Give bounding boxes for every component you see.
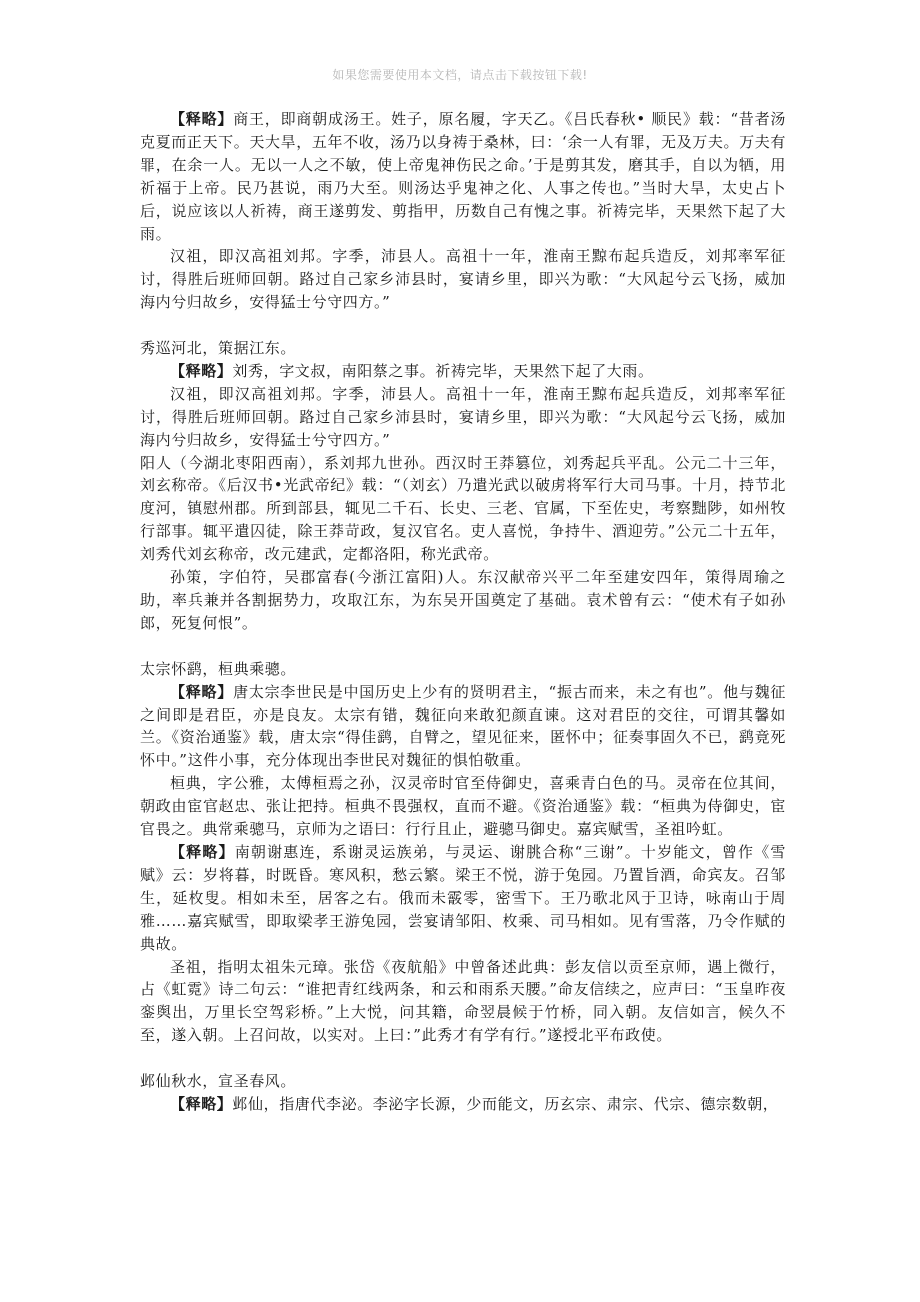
paragraph-sheng-zu: 圣祖，指明太祖朱元璋。张岱《夜航船》中曾备述此典：彭友信以贡至京师，遇上微行，占《虹霓》诗二句云：“谁把青红线两条，和云和雨系天腰。”命友信续之，应声曰：“玉皇昨夜銮舆出，万里长空驾彩桥。”上大悦，问其籍，命翌晨候于竹桥，同入朝。友信如言，候久不至，遂入朝。上召问故，以实对。上曰：”此秀才有学有行。”遂授北平布政使。 [140, 957, 786, 1045]
paragraph-liu-xiu-continued: 阳人（今湖北枣阳西南），系刘邦九世孙。西汉时王莽篡位，刘秀起兵平乱。公元二十三年，刘玄称帝。《后汉书•光武帝纪》载：“（刘玄）乃遣光武以破虏将军行大司马事。十月，持节北度河，镇慰州郡。所到部县，辄见二千石、长史、三老、官属，下至佐史，考察黜陟，如州牧行部事。辄平遣囚徒，除王莽苛政，复汉官名。吏人喜悦，争持牛、酒迎劳。”公元二十五年，刘秀代刘玄称帝，改元建武，定都洛阳，称光武帝。 [140, 453, 786, 564]
paragraph-ye-xian [140, 1093, 786, 1116]
paragraph-shang-wang [140, 108, 786, 245]
paragraph-text: 商王，即商朝成汤王。姓子，原名履，字天乙。《吕氏春秋• 顺民》载：“昔者汤克夏而正天下。天大旱，五年不收，汤乃以身祷于桑林，曰：‘余一人有罪，无及万夫。万夫有罪，在余一人。无以一人之不敏，使上帝鬼神伤民之命。’于是剪其发，磨其手，自以为牺，用祈福于上帝。民乃甚说，雨乃大至。则汤达乎鬼神之化、人事之传也。”当时大旱，太史占卜后，说应该以人祈祷，商王遂剪发、剪指甲，历数自己有愧之事。祈祷完毕，天果然下起了大雨。 [140, 110, 786, 243]
paragraph-text: 邺仙，指唐代李泌。李泌字长源，少而能文，历玄宗、肃宗、代宗、德宗数朝， [232, 1094, 779, 1113]
verse-heading: 秀巡河北，策据江东。 [140, 339, 297, 358]
paragraph-sun-ce: 孙策，字伯符，吴郡富春(今浙江富阳)人。东汉献帝兴平二年至建安四年，策得周瑜之助，率兵兼并各割据势力，攻取江东，为东吴开国奠定了基础。袁术曾有云：“使术有子如孙郎，死复何恨”。 [140, 568, 786, 632]
paragraph-tai-zong [140, 681, 786, 773]
annotation-marker: 【释略】 [170, 1094, 233, 1113]
paragraph-gap [140, 314, 786, 337]
verse-heading: 太宗怀鹞，桓典乘骢。 [140, 659, 297, 678]
annotation-marker: 【释略】 [170, 682, 234, 701]
annotation-marker: 【释略】 [170, 361, 233, 380]
paragraph-huan-dian: 桓典，字公雅，太傅桓焉之孙，汉灵帝时官至侍御史，喜乘青白色的马。灵帝在位其间，朝政由宦官赵忠、张让把持。桓典不畏强权，直而不避。《资治通鉴》载：“桓典为侍御史，宦官畏之。典常乘骢马，京师为之语曰：行行且止，避骢马御史。嘉宾赋雪，圣祖吟虹。 [140, 774, 786, 839]
download-notice: 如果您需要使用本文档，请点击下载按钮下载! [332, 68, 588, 82]
paragraph-gap [140, 635, 786, 658]
paragraph-liu-xiu [140, 360, 786, 383]
paragraph-xie-huilian [140, 841, 786, 956]
paragraph-text: 刘秀，字文叔，南阳蔡之事。祈祷完毕，天果然下起了大雨。 [232, 361, 654, 380]
annotation-marker: 【释略】 [170, 110, 234, 128]
paragraph-gap [140, 1047, 786, 1070]
paragraph-han-zu: 汉祖，即汉高祖刘邦。字季，沛县人。高祖十一年，淮南王黥布起兵造反，刘邦率军征讨，得胜后班师回朝。路过自己家乡沛县时，宴请乡里，即兴为歌：“大风起兮云飞扬，威加海内兮归故乡，安得猛士兮守四方。” [140, 247, 786, 312]
document-body [140, 108, 786, 1116]
paragraph-text: 唐太宗李世民是中国历史上少有的贤明君主，“振古而来，未之有也”。他与魏征之间即是君臣，亦是良友。太宗有错，魏征向来敢犯颜直谏。这对君臣的交往，可谓其馨如兰。《资治通鉴》载，唐太宗“得佳鹞，自臂之，望见征来，匿怀中；征奏事固久不已，鹞竟死怀中。”这件小事，充分体现出李世民对魏征的惧怕敬重。 [140, 682, 786, 770]
verse-heading: 邺仙秋水，宣圣春风。 [140, 1072, 297, 1091]
annotation-marker: 【释略】 [170, 842, 235, 861]
paragraph-text: 南朝谢惠连，系谢灵运族弟，与灵运、谢朓合称“三谢”。十岁能文，曾作《雪赋》云：岁将暮，时既昏。寒风积，愁云繁。梁王不悦，游于兔园。乃置旨酒，命宾友。召邹生，延枚叟。相如未至，居客之右。俄而未霰零，密雪下。王乃歌北风于卫诗，咏南山于周雅……嘉宾赋雪，即取梁孝王游兔园，尝宴请邹阳、枚乘、司马相如。见有雪落，乃令作赋的典故。 [140, 842, 786, 953]
paragraph-han-zu-repeat: 汉祖，即汉高祖刘邦。字季，沛县人。高祖十一年，淮南王黥布起兵造反，刘邦率军征讨，得胜后班师回朝。路过自己家乡沛县时，宴请乡里，即兴为歌：“大风起兮云飞扬，威加海内兮归故乡，安得猛士兮守四方。” [140, 384, 786, 449]
